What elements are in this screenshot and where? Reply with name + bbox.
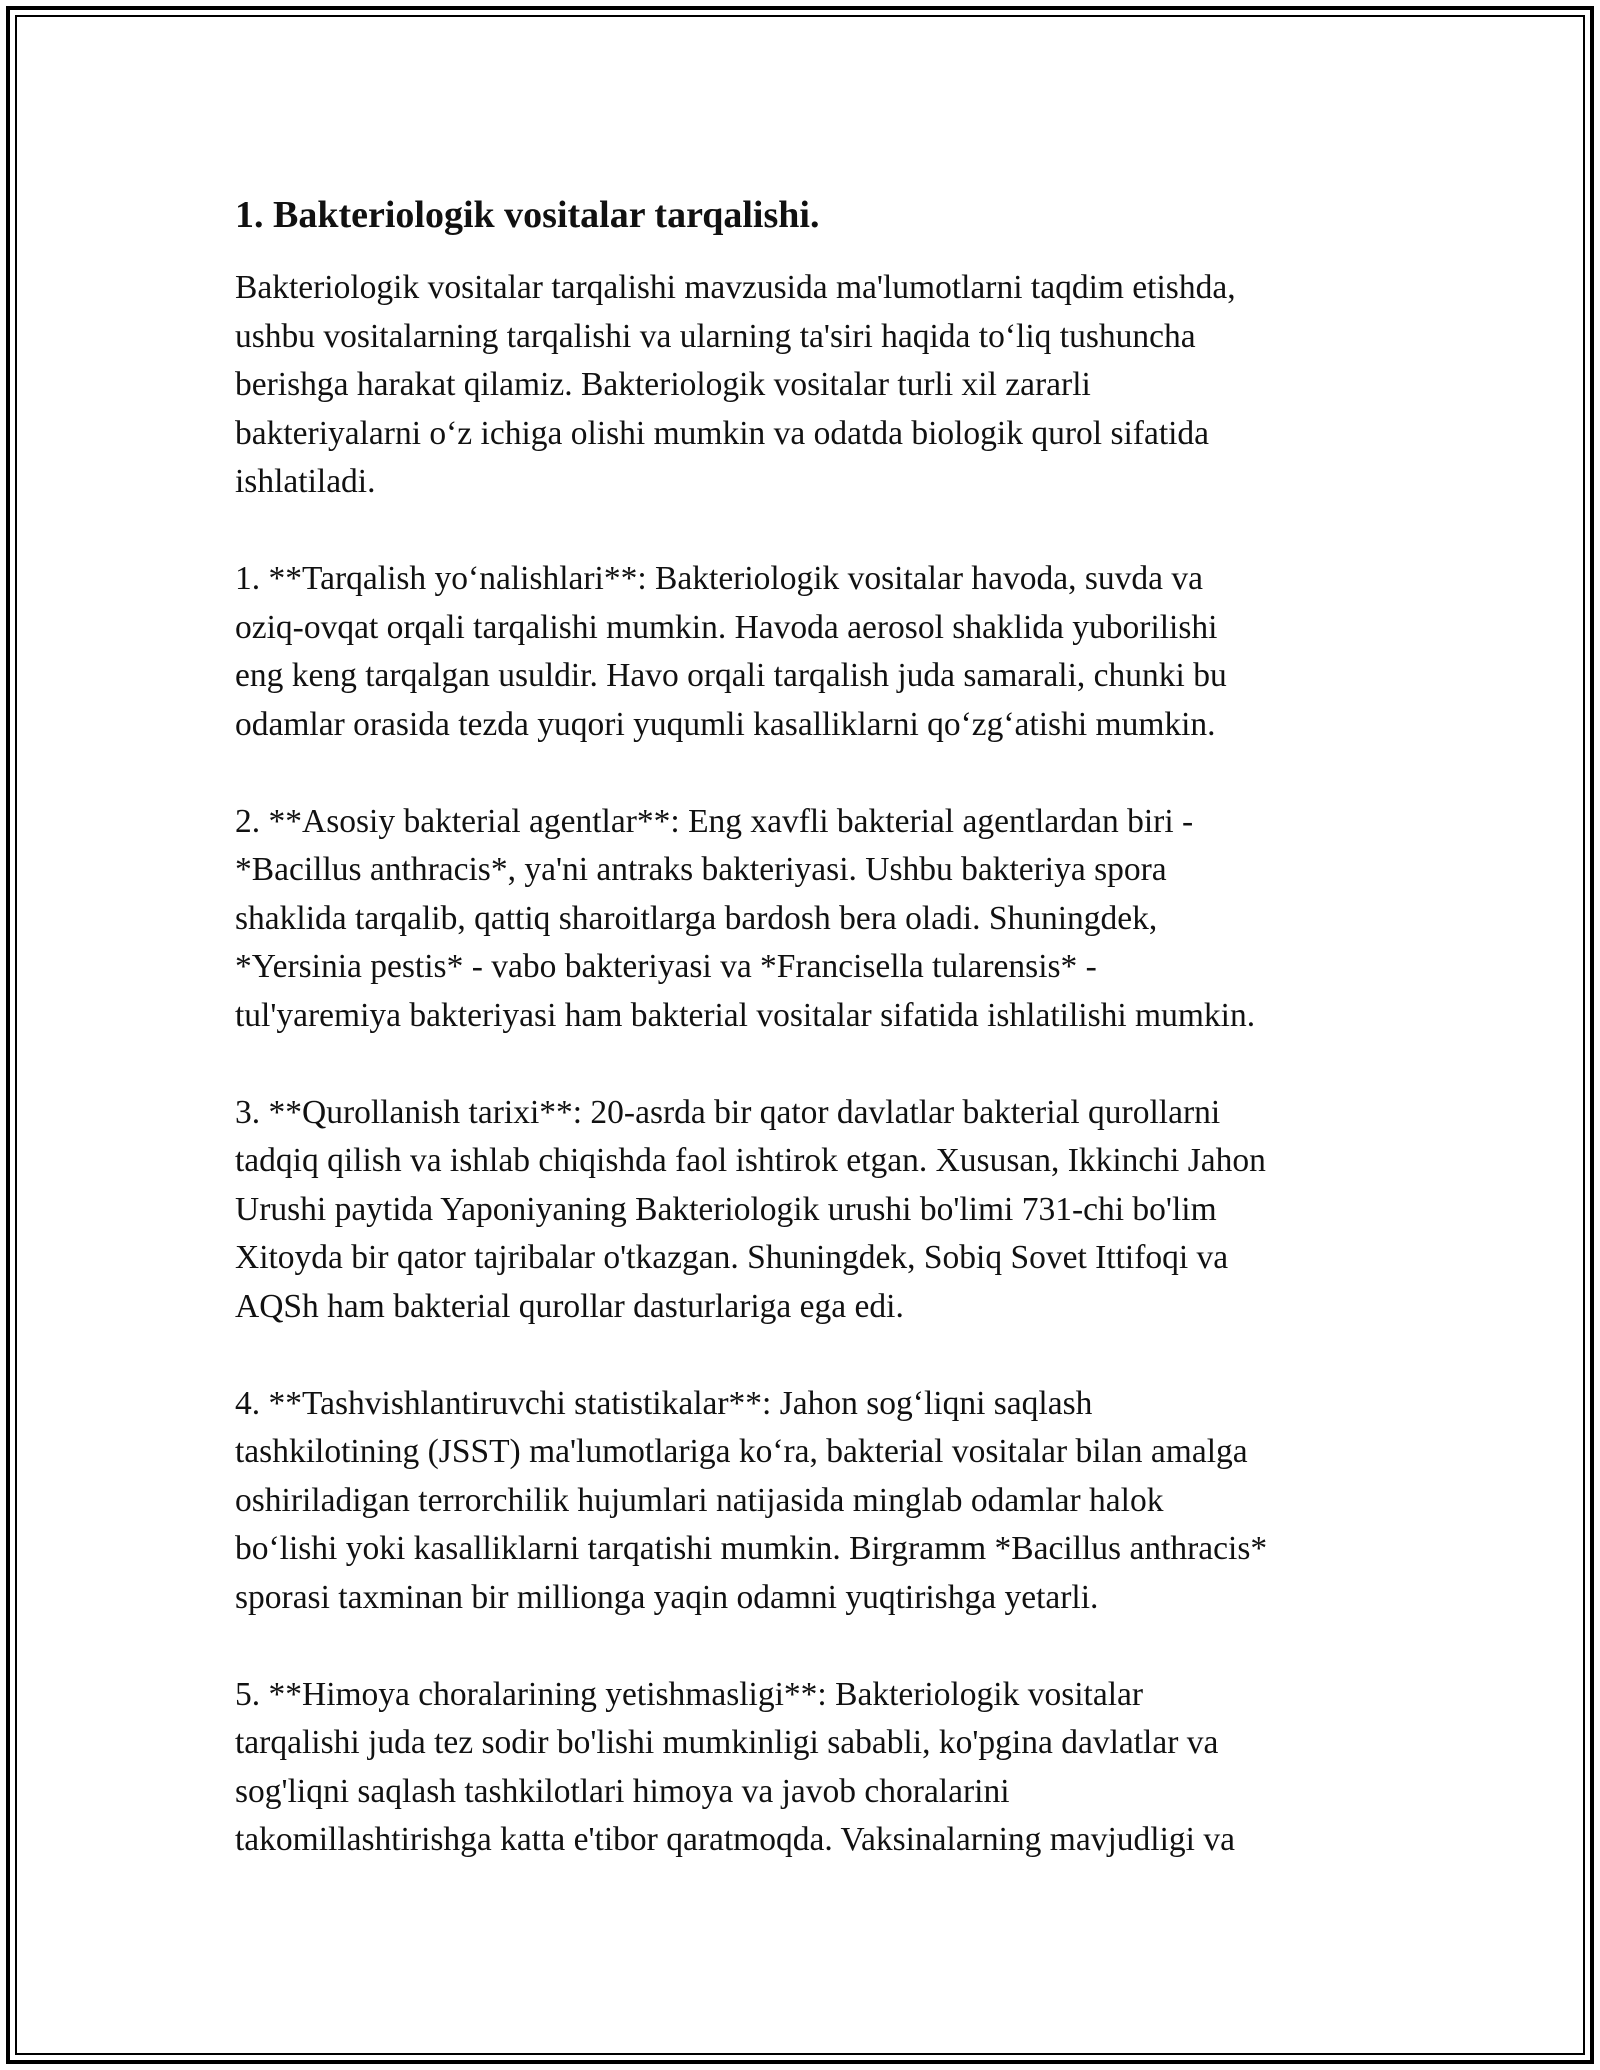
paragraph-line: Urushi paytida Yaponiyaning Bakteriologik urushi bo'limi 731-chi bo'lim xyxy=(235,1190,1217,1228)
paragraph-line: ushbu vositalarning tarqalishi va ularning ta'siri haqida to‘liq tushuncha xyxy=(235,317,1196,355)
paragraph-line: tarqalishi juda tez sodir bo'lishi mumkinligi sababli, ko'pgina davlatlar va xyxy=(235,1724,1219,1761)
paragraph-line: tadqiq qilish va ishlab chiqishda faol ishtirok etgan. Xususan, Ikkinchi Jahon xyxy=(235,1142,1266,1179)
section-heading: 1. Bakteriologik vositalar tarqalishi. xyxy=(235,194,820,236)
paragraph-line: shaklida tarqalib, qattiq sharoitlarga bardosh bera oladi. Shuningdek, xyxy=(235,899,1158,937)
paragraph xyxy=(235,798,1395,1041)
paragraph-line: tul'yaremiya bakteriyasi ham bakterial vositalar sifatida ishlatilishi mumkin. xyxy=(235,996,1256,1034)
paragraph-line: oziq-ovqat orqali tarqalishi mumkin. Havoda aerosol shaklida yuborilishi xyxy=(235,608,1218,646)
paragraph xyxy=(235,1089,1395,1332)
paragraph-list xyxy=(235,264,1395,1865)
paragraph xyxy=(235,555,1395,749)
paragraph-line: *Yersinia pestis* - vabo bakteriyasi va *Francisella tularensis* - xyxy=(235,948,1097,985)
paragraph-line: 2. **Asosiy bakterial agentlar**: Eng xavfli bakterial agentlardan biri - xyxy=(235,802,1194,840)
paragraph-line: 3. **Qurollanish tarixi**: 20-asrda bir qator davlatlar bakterial qurollarni xyxy=(235,1093,1221,1131)
paragraph-line: eng keng tarqalgan usuldir. Havo orqali tarqalish juda samarali, chunki bu xyxy=(235,657,1227,694)
paragraph-line: sog'liqni saqlash tashkilotlari himoya va javob choralarini xyxy=(235,1772,1010,1810)
paragraph xyxy=(235,1671,1395,1865)
paragraph-line: bo‘lishi yoki kasalliklarni tarqatishi mumkin. Birgramm *Bacillus anthracis* xyxy=(235,1530,1268,1567)
paragraph-line: 5. **Himoya choralarining yetishmasligi**: Bakteriologik vositalar xyxy=(235,1675,1144,1713)
paragraph-line: takomillashtirishga katta e'tibor qaratmoqda. Vaksinalarning mavjudligi va xyxy=(235,1821,1235,1858)
paragraph-line: ishlatiladi. xyxy=(235,463,376,500)
paragraph-line: Xitoyda bir qator tajribalar o'tkazgan. Shuningdek, Sobiq Sovet Ittifoqi va xyxy=(235,1239,1229,1276)
paragraph-line: odamlar orasida tezda yuqori yuqumli kasalliklarni qo‘zg‘atishi mumkin. xyxy=(235,705,1216,743)
paragraph xyxy=(235,1380,1395,1623)
paragraph-line: AQSh ham bakterial qurollar dasturlariga ega edi. xyxy=(235,1287,904,1325)
paragraph-line: berishga harakat qilamiz. Bakteriologik vositalar turli xil zararli xyxy=(235,366,1091,403)
paragraph-line: 1. **Tarqalish yo‘nalishlari**: Bakteriologik vositalar havoda, suvda va xyxy=(235,560,1203,597)
paragraph-line: tashkilotining (JSST) ma'lumotlariga ko‘ra, bakterial vositalar bilan amalga xyxy=(235,1433,1248,1470)
paragraph-line: oshiriladigan terrorchilik hujumlari natijasida minglab odamlar halok xyxy=(235,1481,1164,1519)
paragraph-line: bakteriyalarni o‘z ichiga olishi mumkin va odatda biologik qurol sifatida xyxy=(235,414,1210,452)
paragraph-line: Bakteriologik vositalar tarqalishi mavzusida ma'lumotlarni taqdim etishda, xyxy=(235,269,1236,306)
paragraph-line: *Bacillus anthracis*, ya'ni antraks bakteriyasi. Ushbu bakteriya spora xyxy=(235,851,1167,888)
paragraph xyxy=(235,264,1395,507)
document-body xyxy=(235,186,1395,1913)
paragraph-line: sporasi taxminan bir millionga yaqin odamni yuqtirishga yetarli. xyxy=(235,1578,1099,1616)
paragraph-line: 4. **Tashvishlantiruvchi statistikalar**: Jahon sog‘liqni saqlash xyxy=(235,1384,1093,1422)
